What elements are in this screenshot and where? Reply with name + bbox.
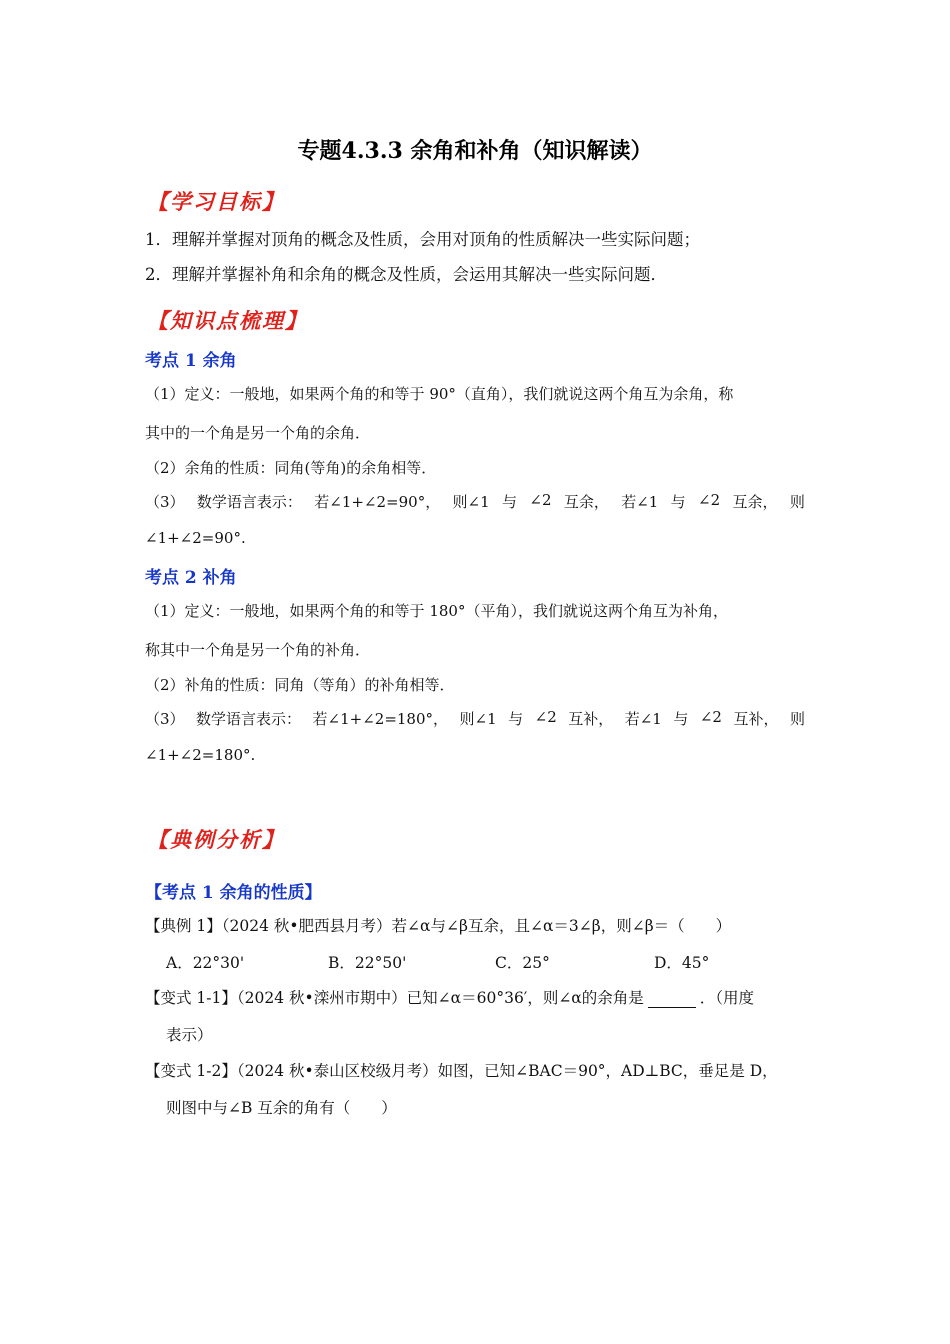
kp1-definition-line2: 其中的一个角是另一个角的余角． — [145, 424, 371, 442]
kp2-math-part: 互补， — [568, 710, 614, 728]
kp1-math-part: 互余， — [563, 493, 609, 511]
kp1-math-part: 与 — [670, 493, 686, 511]
examples-banner: 【典例分析】 — [147, 827, 285, 852]
kp2-math-statement-line2: ∠1+∠2=180°. — [145, 746, 256, 764]
kp1-definition-line1: （1）定义：一般地，如果两个角的和等于 90°（直角），我们就说这两个角互为余角，称 — [145, 385, 734, 403]
section-heading: 【考点 1 余角的性质】 — [145, 883, 322, 903]
example-1-question: 【典例 1】（2024 秋•肥西县月考）若∠α与∠β互余，且∠α＝3∠β，则∠β＝（ ） — [145, 917, 732, 935]
variant-1-1-text-tail: ．（用度 — [699, 989, 755, 1007]
kp2-property: （2）补角的性质：同角（等角）的补角相等． — [145, 676, 455, 694]
kp2-math-part: 与 — [673, 710, 689, 728]
variant-1-1-line2: 表示） — [166, 1026, 213, 1044]
kp1-math-part: （3） — [145, 493, 185, 511]
kp1-math-part: 互余， — [732, 493, 778, 511]
kp2-math-part: 若∠1 — [624, 710, 662, 728]
variant-1-2-line1: 【变式 1-2】（2024 秋•泰山区校级月考）如图，已知∠BAC＝90°，AD⊥BC，垂足是 D， — [145, 1062, 778, 1080]
goal-item-2: 2．理解并掌握补角和余角的概念及性质，会运用其解决一些实际问题． — [145, 265, 667, 284]
kp1-math-part: 数学语言表示： — [196, 493, 302, 511]
example-1-option-c: C．25° — [495, 954, 550, 972]
learning-goals-banner: 【学习目标】 — [147, 189, 285, 214]
kp1-math-part: ∠2 — [698, 491, 721, 509]
kp2-math-part: （3） — [145, 710, 185, 728]
example-1-option-b: B．22°50' — [328, 954, 407, 972]
kp1-math-statement-line2: ∠1+∠2=90°. — [145, 529, 246, 547]
page-title: 专题4.3.3 余角和补角（知识解读） — [297, 138, 653, 164]
kp2-math-part: ∠2 — [699, 708, 722, 726]
kp2-definition-line2: 称其中一个角是另一个角的补角． — [145, 641, 371, 659]
kp2-math-part: 与 — [508, 710, 524, 728]
kp2-heading: 考点 2 补角 — [145, 568, 237, 588]
variant-1-2-line2: 则图中与∠B 互余的角有（ ） — [166, 1099, 397, 1117]
kp2-math-part: 互补， — [733, 710, 779, 728]
knowledge-points-banner: 【知识点梳理】 — [147, 308, 308, 333]
kp1-math-part: ∠2 — [529, 491, 552, 509]
answer-blank — [648, 991, 696, 1008]
kp1-math-statement — [145, 491, 805, 512]
variant-1-1-question — [145, 986, 754, 1008]
kp2-math-part: 数学语言表示： — [196, 710, 302, 728]
kp2-math-part: 则 — [789, 710, 805, 728]
kp1-property: （2）余角的性质：同角(等角)的余角相等． — [145, 459, 437, 477]
kp1-heading: 考点 1 余角 — [145, 351, 237, 371]
kp1-math-part: 若∠1+∠2=90°， — [314, 493, 441, 511]
goal-item-1: 1．理解并掌握对顶角的概念及性质，会用对顶角的性质解决一些实际问题； — [145, 230, 700, 249]
example-1-option-d: D．45° — [654, 954, 710, 972]
kp2-definition-line1: （1）定义：一般地，如果两个角的和等于 180°（平角），我们就说这两个角互为补角， — [145, 602, 728, 620]
kp2-math-part: 则∠1 — [459, 710, 497, 728]
kp1-math-part: 与 — [502, 493, 518, 511]
kp1-math-part: 则 — [789, 493, 805, 511]
kp2-math-part: ∠2 — [534, 708, 557, 726]
kp1-math-part: 则∠1 — [452, 493, 490, 511]
kp1-math-part: 若∠1 — [621, 493, 659, 511]
kp2-math-statement — [145, 708, 805, 729]
variant-1-1-text: 【变式 1-1】（2024 秋•滦州市期中）已知∠α＝60°36′，则∠α的余角是 — [145, 989, 644, 1007]
kp2-math-part: 若∠1+∠2=180°， — [312, 710, 449, 728]
example-1-option-a: A．22°30' — [166, 954, 245, 972]
